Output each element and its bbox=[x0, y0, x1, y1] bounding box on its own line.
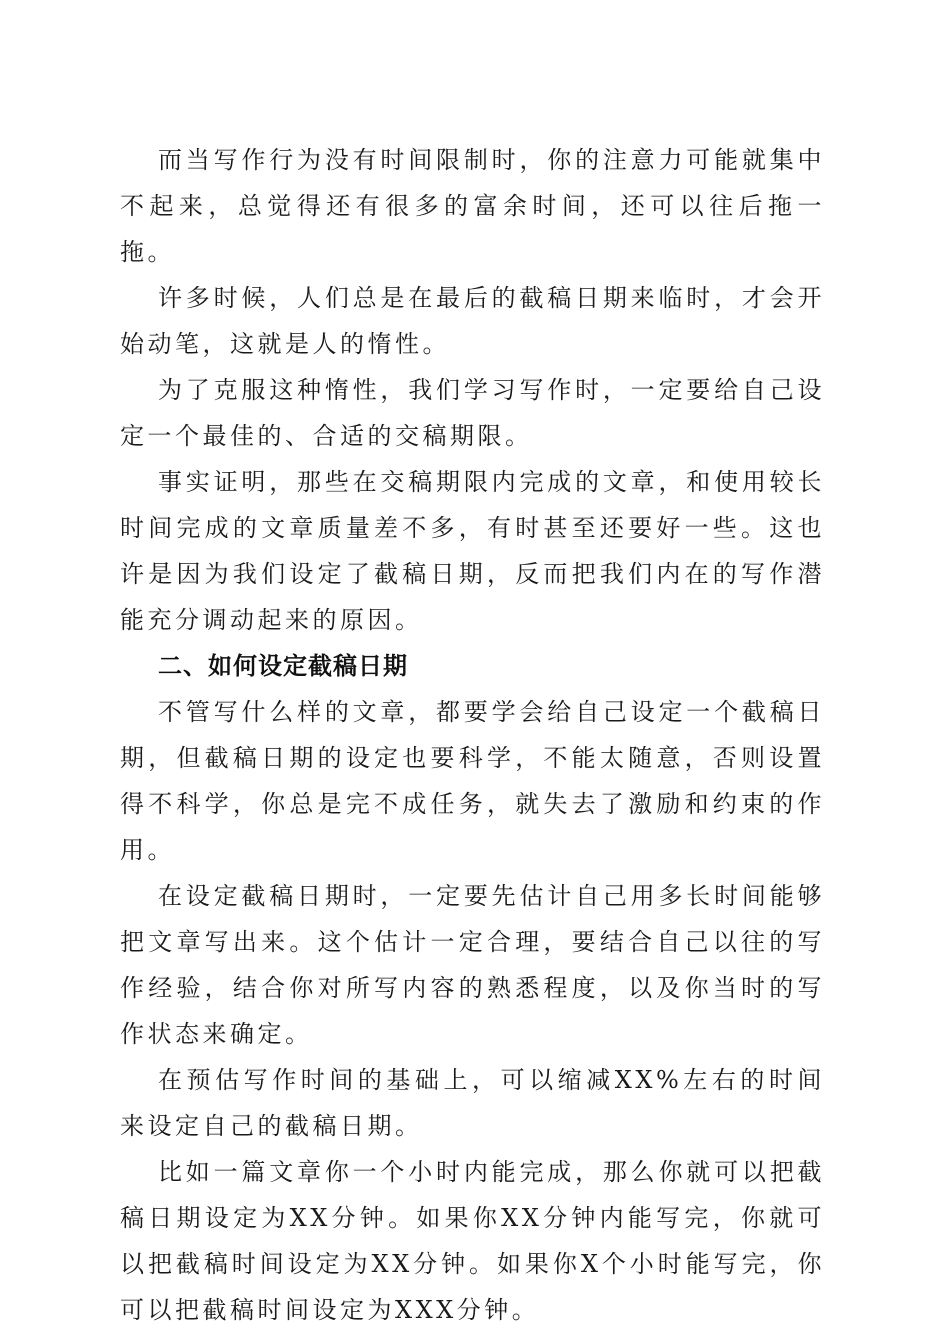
body-paragraph: 许多时候，人们总是在最后的截稿日期来临时，才会开始动笔，这就是人的惰性。 bbox=[120, 284, 825, 358]
body-paragraph: 为了克服这种惰性，我们学习写作时，一定要给自己设定一个最佳的、合适的交稿期限。 bbox=[120, 376, 825, 450]
section-heading: 二、如何设定截稿日期 bbox=[158, 652, 408, 680]
body-paragraph: 不管写什么样的文章，都要学会给自己设定一个截稿日期，但截稿日期的设定也要科学，不能太随意，否则设置得不科学，你总是完不成任务，就失去了激励和约束的作用。 bbox=[120, 698, 825, 864]
document-body bbox=[120, 137, 825, 1333]
body-paragraph: 比如一篇文章你一个小时内能完成，那么你就可以把截稿日期设定为XX分钟。如果你XX分钟内能写完，你就可以把截稿时间设定为XX分钟。如果你X个小时能写完，你可以把截稿时间设定为XXX分钟。 bbox=[120, 1158, 825, 1324]
body-paragraph: 在预估写作时间的基础上，可以缩减XX%左右的时间来设定自己的截稿日期。 bbox=[120, 1066, 825, 1140]
body-paragraph: 而当写作行为没有时间限制时，你的注意力可能就集中不起来，总觉得还有很多的富余时间，还可以往后拖一拖。 bbox=[120, 146, 825, 266]
body-paragraph: 事实证明，那些在交稿期限内完成的文章，和使用较长时间完成的文章质量差不多，有时甚至还要好一些。这也许是因为我们设定了截稿日期，反而把我们内在的写作潜能充分调动起来的原因。 bbox=[120, 468, 825, 634]
body-paragraph: 在设定截稿日期时，一定要先估计自己用多长时间能够把文章写出来。这个估计一定合理，要结合自己以往的写作经验，结合你对所写内容的熟悉程度，以及你当时的写作状态来确定。 bbox=[120, 882, 825, 1048]
